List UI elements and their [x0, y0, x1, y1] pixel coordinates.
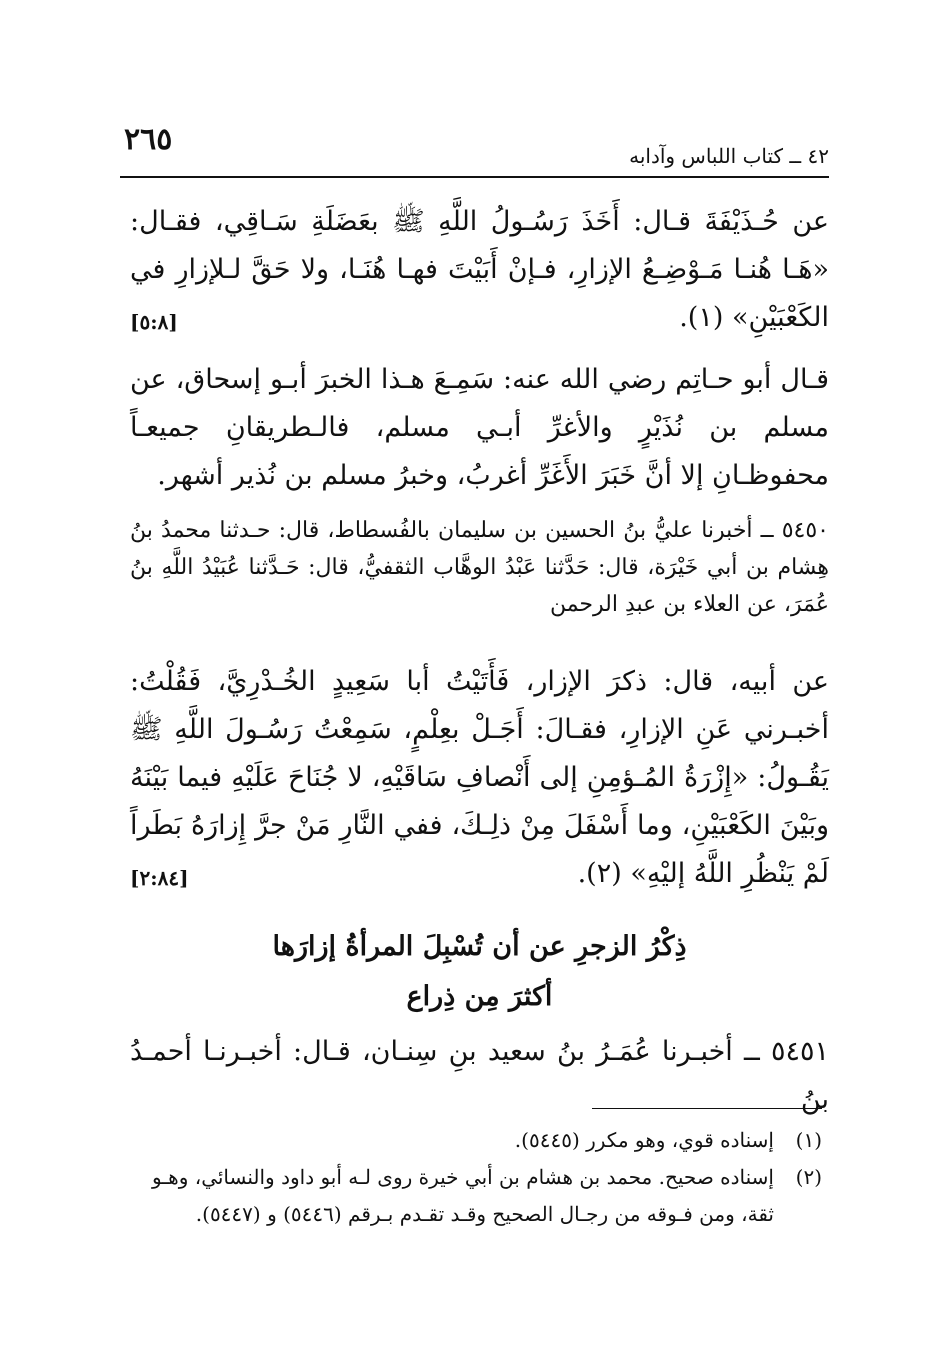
chapter-heading-line-2: أكثرَ مِن ذِراع — [406, 981, 553, 1012]
hadith-2-text: عن أبيه، قال: ذكرَ الإزار، فَأَتَيْتُ أبا سَعِيدٍ الخُـدْرِيَّ، فَقُلْتُ: أخبـرني عَنِ الإزارِ، فقـالَ: أَجَـلْ بعِلْمٍ، سَمِعْتُ رَسُـولَ اللَّهِ ﷺ يَقُـولُ: «إِزْرَةُ المُـؤمِنِ إلى أَنْصافِ سَاقَيْهِ، لا جُنَاحَ عَلَيْهِ فيما بَيْنَهُ وبَيْنَ الكَعْبَيْنِ، وما أَسْفَلَ مِنْ ذلِـكَ، ففي النَّارِ مَنْ جرَّ إِزارَهُ بَطَراً لَمْ يَنْظُرِ اللَّهُ إليْهِ» (٢). — [130, 666, 829, 889]
commentary — [130, 356, 829, 500]
footnote-rule — [592, 1108, 822, 1109]
chapter-heading — [130, 922, 829, 1022]
footnotes — [130, 1122, 822, 1233]
running-title: ٤٢ ــ كتاب اللباس وآدابه — [629, 144, 829, 168]
page-number: ٢٦٥ — [124, 122, 173, 157]
chapter-heading-line-1: ذِكْرُ الزجرِ عن أن تُسْبِلَ المرأةُ إزارَها — [272, 931, 687, 962]
footnote-label: (٢) — [795, 1165, 822, 1189]
isnad-5450-text: ٥٤٥٠ ــ أخبرنا عليُّ بنُ الحسين بن سليمان بالفُسطاط، قال: حـدثنا محمدُ بنُ هِشام بن أبي خَيْرَة، قال: حَدَّثنا عَبْدُ الوهَّاب الثقفيُّ، قال: حَـدَّثنا عُبَيْدُ اللَّهِ بنُ عُمَرَ، عن العلاء بن عبدِ الرحمن — [130, 518, 829, 617]
footnote — [130, 1122, 822, 1159]
hadith-1 — [130, 198, 829, 346]
footnote-label: (١) — [795, 1128, 822, 1152]
hadith-2-reference: [٢:٨٤] — [130, 866, 189, 890]
page-header — [120, 118, 829, 178]
isnad-5450 — [130, 512, 829, 623]
hadith-1-reference: [٥:٨] — [130, 310, 178, 334]
footnote-text: إسناده صحيح. محمد بن هشام بن أبي خيرة روى لـه أبو داود والنسائي، وهـو ثقة، ومن فـوقه من رجـال الصحيح وقـد تقـدم بـرقم (٥٤٤٦) و (٥٤٤٧). — [151, 1165, 774, 1226]
header-rule — [120, 176, 829, 178]
commentary-text: قـال أبو حـاتِم رضي الله عنه: سَمِـعَ هـذا الخبرَ أبـو إسحاق، عن مسلم بن نُذَيْرٍ والأغرِّ أبـي مسلم، فالـطريقانِ جميعـاً محفوظـانِ إلا أنَّ خَبَرَ الأَغَرِّ أغربُ، وخبرُ مسلم بن نُذير أشهر. — [130, 364, 829, 491]
footnote — [130, 1159, 822, 1233]
isnad-5451 — [130, 1028, 829, 1124]
hadith-2 — [130, 658, 829, 902]
hadith-1-text: عن حُـذَيْفَةَ قـال: أَخَذَ رَسُـولُ اللَّهِ ﷺ بعَضَلَةِ سَـاقِي، فقـال: «هَـا هُنـا مَـوْضِـعُ الإزارِ، فـإنْ أَبَيْتَ فهـا هُنَـا، ولا حَقَّ لـلإزارِ في الكَعْبَيْنِ» (١). — [130, 206, 829, 333]
isnad-5451-text: ٥٤٥١ ــ أخبـرنا عُمَـرُ بنُ سعيد بنِ سِنـان، قـال: أخبـرنـا أحمـدُ بنُ — [130, 1036, 829, 1115]
footnote-text: إسناده قوي، وهو مكرر (٥٤٤٥). — [514, 1128, 774, 1152]
